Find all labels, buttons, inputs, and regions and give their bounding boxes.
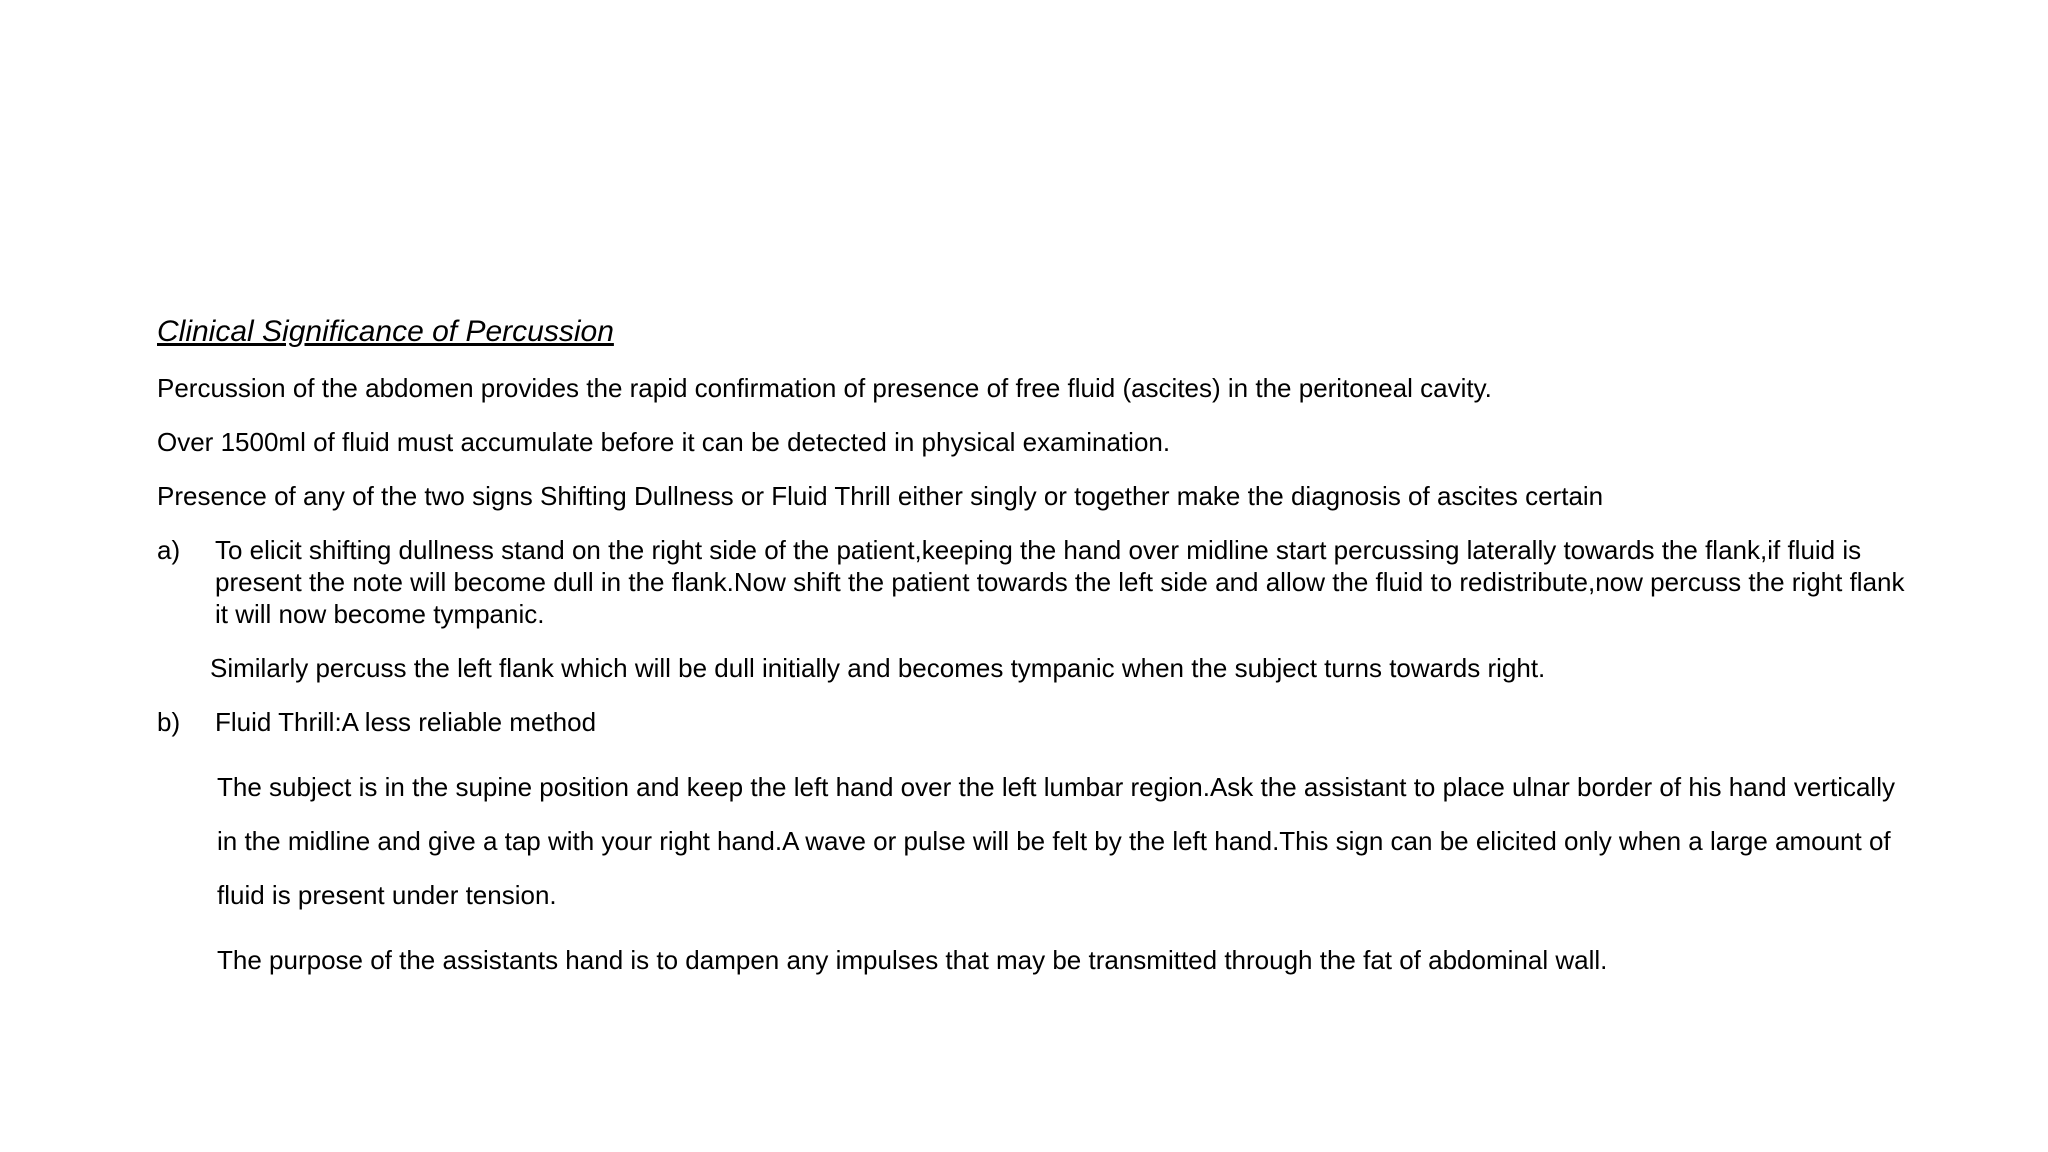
- shifting-dullness-followup: Similarly percuss the left flank which will be dull initially and becomes tympanic when the subject turns towards right.: [210, 653, 1546, 683]
- shifting-dullness-text: To elicit shifting dullness stand on the right side of the patient,keeping the hand over midline start percussing laterally towards the flank,if fluid is present the note will become dull in the flank.Now shift the patient towards the left side and allow the fluid to redistribute,now percuss the right flank it will now become tympanic.: [215, 535, 1905, 629]
- slide-content: [157, 312, 1917, 998]
- list-marker-a: a): [157, 535, 181, 565]
- paragraph-diagnostic-signs: Presence of any of the two signs Shifting Dullness or Fluid Thrill either singly or together make the diagnosis of ascites certain: [157, 481, 1604, 511]
- list-item-shifting-dullness: [157, 534, 1917, 630]
- slide-heading: Clinical Significance of Percussion: [157, 315, 614, 348]
- fluid-thrill-detail: The subject is in the supine position and keep the left hand over the left lumbar region.Ask the assistant to place ulnar border of his hand vertically in the midline and give a tap with your right hand.A wave or pulse will be felt by the left hand.This sign can be elicited only when a large amount of fluid is present under tension.: [217, 772, 1895, 910]
- fluid-thrill-purpose: The purpose of the assistants hand is to dampen any impulses that may be transmitted through the fat of abdominal wall.: [217, 945, 1608, 975]
- paragraph-percussion-confirmation: Percussion of the abdomen provides the rapid confirmation of presence of free fluid (ascites) in the peritoneal cavity.: [157, 373, 1492, 403]
- paragraph-fluid-volume: Over 1500ml of fluid must accumulate before it can be detected in physical examination.: [157, 427, 1171, 457]
- list-marker-b: b): [157, 707, 181, 737]
- list-item-fluid-thrill: [157, 706, 1917, 738]
- fluid-thrill-title: Fluid Thrill:A less reliable method: [215, 707, 597, 737]
